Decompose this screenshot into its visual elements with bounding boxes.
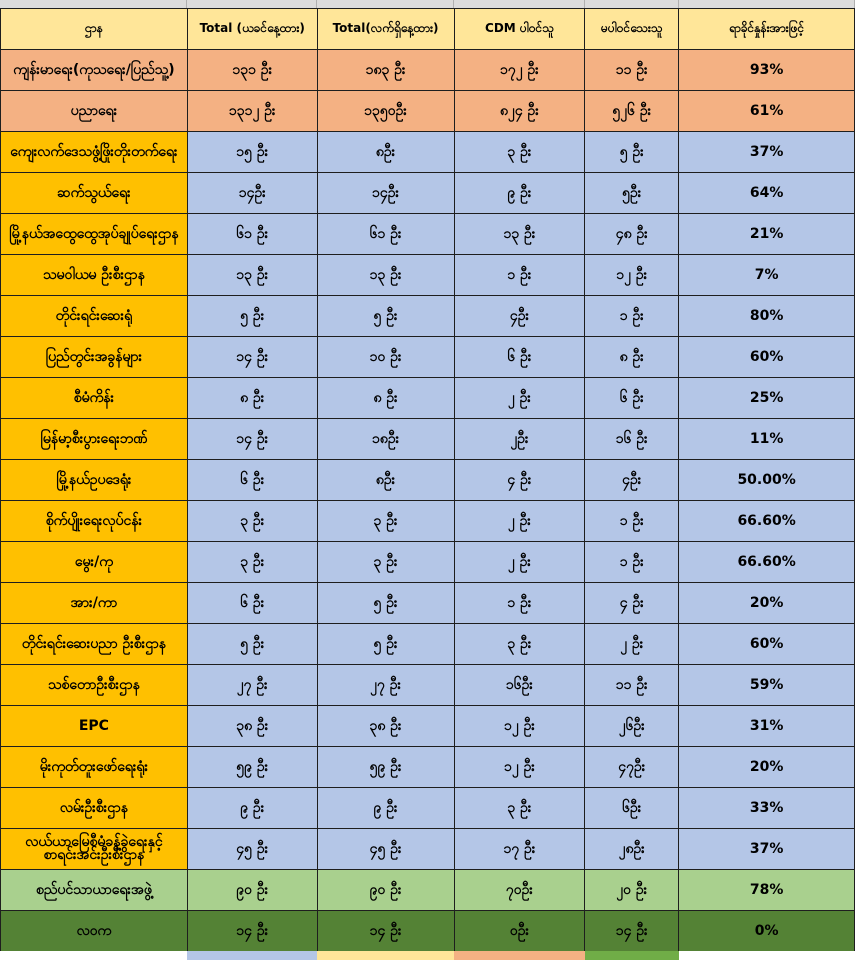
cell-department[interactable]: ဆက်သွယ်ရေး	[1, 173, 188, 214]
table-row	[1, 829, 855, 870]
cell-total-yesterday[interactable]: ၁၄ဦး	[187, 173, 317, 214]
cell-department[interactable]: မိုးကုတ်တူးဖော်ရေးရုံး	[1, 747, 188, 788]
cell-total-current[interactable]: ၁၀ ဦး	[317, 337, 454, 378]
table-row	[1, 460, 855, 501]
cell-percentage[interactable]: 37%	[679, 829, 855, 870]
table-row	[1, 296, 855, 337]
cell-cdm-joined[interactable]: ၁၇၂ ဦး	[454, 50, 585, 91]
cell-not-joined[interactable]: ၅ဦး	[585, 173, 679, 214]
cell-cdm-joined[interactable]: ၀ဦး	[454, 911, 585, 952]
cell-total-current[interactable]: ၅ ဦး	[317, 296, 454, 337]
column-header-b[interactable]	[187, 0, 317, 8]
cell-department[interactable]: လဝက	[1, 911, 188, 952]
header-percentage[interactable]: ရာခိုင်နှုန်းအားဖြင့်	[679, 9, 855, 50]
cell-cdm-joined[interactable]: ၂ ဦး	[454, 378, 585, 419]
cell-total-yesterday[interactable]: ၁၄ ဦး	[187, 911, 317, 952]
cell-total-current[interactable]: ၄၅ ဦး	[317, 829, 454, 870]
cell-percentage[interactable]: 11%	[679, 419, 855, 460]
cell-cdm-joined[interactable]: ၄ ဦး	[454, 460, 585, 501]
cell-total-current[interactable]: ၁၄ဦး	[317, 173, 454, 214]
cell-percentage[interactable]: 60%	[679, 337, 855, 378]
cell-percentage[interactable]: 66.60%	[679, 542, 855, 583]
cell-total-current[interactable]: ၆၁ ဦး	[317, 214, 454, 255]
cell-total-current[interactable]: ၅ ဦး	[317, 624, 454, 665]
cell-total-current[interactable]: ၈ ဦး	[317, 378, 454, 419]
table-row	[1, 747, 855, 788]
cell-cdm-joined[interactable]: ၁၃ ဦး	[454, 214, 585, 255]
cell-not-joined[interactable]: ၆ဦး	[585, 788, 679, 829]
cell-total-current[interactable]: ၁၈ဦး	[317, 419, 454, 460]
cell-cdm-joined[interactable]: ၃ ဦး	[454, 132, 585, 173]
header-total-yesterday[interactable]: Total (ယခင်နေ့ထား)	[187, 9, 317, 50]
cell-not-joined[interactable]: ၄၇ဦး	[585, 747, 679, 788]
cell-total-current[interactable]: ၁၈၃ ဦး	[317, 50, 454, 91]
table-row	[1, 173, 855, 214]
cell-total-yesterday[interactable]: ၆ ဦး	[187, 583, 317, 624]
cell-department[interactable]: ပညာရေး	[1, 91, 188, 132]
cell-cdm-joined[interactable]: ၁၆ဦး	[454, 665, 585, 706]
column-header-a[interactable]	[0, 0, 187, 8]
table-row	[1, 337, 855, 378]
cell-not-joined[interactable]: ၁၁ ဦး	[585, 50, 679, 91]
table-row	[1, 870, 855, 911]
cell-total-current[interactable]: ၃ ဦး	[317, 501, 454, 542]
cell-percentage[interactable]: 61%	[679, 91, 855, 132]
cell-department[interactable]: သစ်တောဦးစီးဌာန	[1, 665, 188, 706]
cell-department[interactable]: ပြည်တွင်းအခွန်များ	[1, 337, 188, 378]
column-header-c[interactable]	[317, 0, 454, 8]
cell-percentage[interactable]: 37%	[679, 132, 855, 173]
cell-not-joined[interactable]: ၂ ဦး	[585, 624, 679, 665]
table-row	[1, 665, 855, 706]
cell-department[interactable]: လမ်းဦးစီးဌာန	[1, 788, 188, 829]
column-header-e[interactable]	[585, 0, 679, 8]
cell-cdm-joined[interactable]: ၇၀ဦး	[454, 870, 585, 911]
cell-department[interactable]: မွေး/ကု	[1, 542, 188, 583]
cell-department[interactable]: စီမံကိန်း	[1, 378, 188, 419]
cell-percentage[interactable]: 31%	[679, 706, 855, 747]
cell-percentage[interactable]: 20%	[679, 747, 855, 788]
cell-total-current[interactable]: ၁၃၅၀ဦး	[317, 91, 454, 132]
header-row	[1, 9, 855, 50]
table-row	[1, 542, 855, 583]
cell-not-joined[interactable]: ၁ ဦး	[585, 296, 679, 337]
cell-not-joined[interactable]: ၁ ဦး	[585, 542, 679, 583]
cell-percentage[interactable]: 7%	[679, 255, 855, 296]
cell-total-yesterday[interactable]: ၉၀ ဦး	[187, 870, 317, 911]
header-total-current[interactable]: Total(လက်ရှိနေ့ထား)	[317, 9, 454, 50]
cell-not-joined[interactable]: ၁၁ ဦး	[585, 665, 679, 706]
cell-cdm-joined[interactable]: ၃ ဦး	[454, 788, 585, 829]
cell-total-current[interactable]: ၁၄ ဦး	[317, 911, 454, 952]
cell-not-joined[interactable]: ၂၆ဦး	[585, 706, 679, 747]
cell-total-current[interactable]: ၁၃ ဦး	[317, 255, 454, 296]
column-header-d[interactable]	[454, 0, 585, 8]
table-row	[1, 583, 855, 624]
cell-total-yesterday[interactable]: ၁၅ ဦး	[187, 132, 317, 173]
cell-cdm-joined[interactable]: ၉ ဦး	[454, 173, 585, 214]
cell-department[interactable]: တိုင်းရင်းဆေးရုံ	[1, 296, 188, 337]
cell-percentage[interactable]: 21%	[679, 214, 855, 255]
cell-total-yesterday[interactable]: ၃ ဦး	[187, 501, 317, 542]
table-row	[1, 214, 855, 255]
cell-total-yesterday[interactable]: ၁၄ ဦး	[187, 337, 317, 378]
cell-not-joined[interactable]: ၂၈ဦး	[585, 829, 679, 870]
cell-percentage[interactable]: 60%	[679, 624, 855, 665]
header-cdm-joined[interactable]: CDM ပါဝင်သူ	[454, 9, 585, 50]
cell-percentage[interactable]: 64%	[679, 173, 855, 214]
cell-cdm-joined[interactable]: ၂ဦး	[454, 419, 585, 460]
table-row	[1, 132, 855, 173]
cell-total-current[interactable]: ၈ဦး	[317, 132, 454, 173]
cell-department[interactable]: ကျန်းမာရေး(ကုသရေး/ပြည်သူ့)	[1, 50, 188, 91]
table-row	[1, 419, 855, 460]
cell-not-joined[interactable]: ၁၆ ဦး	[585, 419, 679, 460]
cell-department[interactable]: အား/ကာ	[1, 583, 188, 624]
cell-total-yesterday[interactable]: ၉ ဦး	[187, 788, 317, 829]
cell-percentage[interactable]: 50.00%	[679, 460, 855, 501]
cell-total-current[interactable]: ၃ ဦး	[317, 542, 454, 583]
cell-total-current[interactable]: ၂၇ ဦး	[317, 665, 454, 706]
cell-total-yesterday[interactable]: ၄၅ ဦး	[187, 829, 317, 870]
cell-not-joined[interactable]: ၂၀ ဦး	[585, 870, 679, 911]
cell-total-current[interactable]: ၈ဦး	[317, 460, 454, 501]
cell-not-joined[interactable]: ၁ ဦး	[585, 501, 679, 542]
cell-total-current[interactable]: ၅ ဦး	[317, 583, 454, 624]
cell-total-current[interactable]: ၉ ဦး	[317, 788, 454, 829]
cell-not-joined[interactable]: ၁၂ ဦး	[585, 255, 679, 296]
cell-department[interactable]: မြို့နယ်အထွေထွေအုပ်ချုပ်ရေးဌာန	[1, 214, 188, 255]
cell-total-yesterday[interactable]: ၅၉ ဦး	[187, 747, 317, 788]
cell-total-yesterday[interactable]: ၁၃၁ ဦး	[187, 50, 317, 91]
cell-total-yesterday[interactable]: ၁၃ ဦး	[187, 255, 317, 296]
cell-department[interactable]: မြန်မာ့စီးပွားရေးဘဏ်	[1, 419, 188, 460]
cell-total-current[interactable]: ၃၈ ဦး	[317, 706, 454, 747]
cell-not-joined[interactable]: ၈ ဦး	[585, 337, 679, 378]
cell-percentage[interactable]: 33%	[679, 788, 855, 829]
cell-total-yesterday[interactable]: ၆ ဦး	[187, 460, 317, 501]
cell-total-yesterday[interactable]: ၁၃၁၂ ဦး	[187, 91, 317, 132]
cell-department[interactable]: စည်ပင်သာယာရေးအဖွဲ့	[1, 870, 188, 911]
cell-department[interactable]: ကျေးလက်ဒေသဖွံ့ဖြိုးတိုးတက်ရေး	[1, 132, 188, 173]
cell-cdm-joined[interactable]: ၁ ဦး	[454, 583, 585, 624]
cell-cdm-joined[interactable]: ၂ ဦး	[454, 501, 585, 542]
table-row	[1, 911, 855, 952]
cell-total-yesterday[interactable]: ၈ ဦး	[187, 378, 317, 419]
cell-percentage[interactable]: 93%	[679, 50, 855, 91]
cell-not-joined[interactable]: ၄၈ ဦး	[585, 214, 679, 255]
cell-percentage[interactable]: 78%	[679, 870, 855, 911]
cell-cdm-joined[interactable]: ၁၇ ဦး	[454, 829, 585, 870]
cell-department[interactable]: သမဝါယမ ဦးစီးဌာန	[1, 255, 188, 296]
cell-not-joined[interactable]: ၄ဦး	[585, 460, 679, 501]
cell-total-yesterday[interactable]: ၃ ဦး	[187, 542, 317, 583]
cell-not-joined[interactable]: ၄ ဦး	[585, 583, 679, 624]
cell-not-joined[interactable]: ၆ ဦး	[585, 378, 679, 419]
cell-department[interactable]: လယ်ယာမြေစီမံခန့်ခွဲရေးနှင့် စာရင်းအင်းဦးစီးဌာန	[1, 829, 188, 870]
table-row	[1, 788, 855, 829]
table-row	[1, 255, 855, 296]
cell-department[interactable]: မြို့နယ်ဥပဒေရုံး	[1, 460, 188, 501]
cell-cdm-joined[interactable]: ၁ ဦး	[454, 255, 585, 296]
table-row	[1, 91, 855, 132]
cell-percentage[interactable]: 80%	[679, 296, 855, 337]
table-row	[1, 378, 855, 419]
cell-department[interactable]: EPC	[1, 706, 188, 747]
cell-total-yesterday[interactable]: ၅ ဦး	[187, 624, 317, 665]
cell-total-yesterday[interactable]: ၂၇ ဦး	[187, 665, 317, 706]
table-row	[1, 706, 855, 747]
cell-cdm-joined[interactable]: ၂ ဦး	[454, 542, 585, 583]
table-row	[1, 50, 855, 91]
column-header-f[interactable]	[679, 0, 855, 8]
cdm-participation-table	[0, 8, 855, 952]
cell-cdm-joined[interactable]: ၄ဦး	[454, 296, 585, 337]
header-not-joined[interactable]: မပါဝင်သေးသူ	[585, 9, 679, 50]
cell-total-yesterday[interactable]: ၃၈ ဦး	[187, 706, 317, 747]
cell-department[interactable]: စိုက်ပျိုးရေးလုပ်ငန်း	[1, 501, 188, 542]
cell-percentage[interactable]: 59%	[679, 665, 855, 706]
cell-cdm-joined[interactable]: ၁၂ ဦး	[454, 747, 585, 788]
cell-department[interactable]: တိုင်းရင်းဆေးပညာ ဦးစီးဌာန	[1, 624, 188, 665]
cell-not-joined[interactable]: ၅၂၆ ဦး	[585, 91, 679, 132]
cell-not-joined[interactable]: ၅ ဦး	[585, 132, 679, 173]
cell-total-current[interactable]: ၅၉ ဦး	[317, 747, 454, 788]
cell-total-yesterday[interactable]: ၁၄ ဦး	[187, 419, 317, 460]
cell-cdm-joined[interactable]: ၁၂ ဦး	[454, 706, 585, 747]
table-row	[1, 624, 855, 665]
cell-total-current[interactable]: ၉၀ ဦး	[317, 870, 454, 911]
bottom-color-strip	[0, 951, 855, 960]
cell-percentage[interactable]: 25%	[679, 378, 855, 419]
cell-percentage[interactable]: 20%	[679, 583, 855, 624]
cell-not-joined[interactable]: ၁၄ ဦး	[585, 911, 679, 952]
cell-cdm-joined[interactable]: ၆ ဦး	[454, 337, 585, 378]
cell-total-yesterday[interactable]: ၆၁ ဦး	[187, 214, 317, 255]
cell-percentage[interactable]: 0%	[679, 911, 855, 952]
cell-percentage[interactable]: 66.60%	[679, 501, 855, 542]
header-department[interactable]: ဌာန	[1, 9, 188, 50]
cell-cdm-joined[interactable]: ၈၂၄ ဦး	[454, 91, 585, 132]
table-row	[1, 501, 855, 542]
cell-total-yesterday[interactable]: ၅ ဦး	[187, 296, 317, 337]
cell-cdm-joined[interactable]: ၃ ဦး	[454, 624, 585, 665]
